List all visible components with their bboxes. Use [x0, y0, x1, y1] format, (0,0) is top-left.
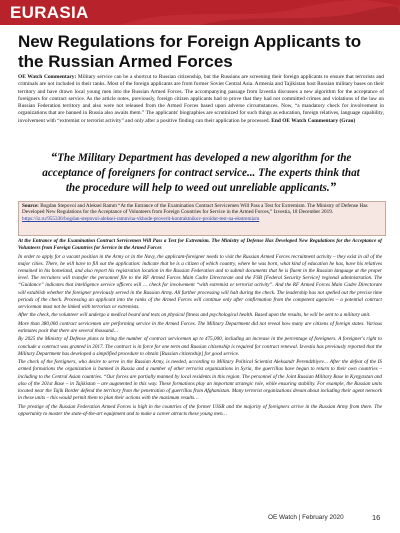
body-paragraph: After the check, the volunteer will undergo a medical board and tests on physical fitness and psychological health. Based upon the results, he will be sent to a military unit. [18, 312, 371, 319]
footer-publication: OE Watch | February 2020 [268, 514, 344, 521]
oe-watch-commentary [18, 74, 384, 125]
body-paragraph: The check of the foreigners, who desire to serve in the Russian Army, is needed, according to Military Political Scientist Aleksandr Perendzhiyev… After the defeat of the IS armed formations the organization is banned in Russia and a number of other terrorist organizations in Syria, the guerrillas have begun to return to their own countries – including to the Central Asian countries. “Our forces are partially manned by local residents in this region. The personnel of the Joint Russian Military Base in Kyrgyzstan and also of the 201st Base – in Tajikistan – are augmented in this way. These formations play an important strategic role, while ensuring stability. For example, the Russian units located near the Tajik Border defend the territory from the penetration of guerrillas from Afghanistan. Many terrorist organizations dream about including their agent network in these units – this would permit them to plan their actions with the maximum results… [18, 359, 382, 402]
source-link[interactable]: https://iz.ru/955336/bogdan-stepovoi-aleksei-ramm/na-vkhode-proverit-kontraktnikov-proidut-test-na-ekstremizm [22, 215, 260, 222]
footer-page-number: 16 [372, 513, 381, 522]
pull-quote [42, 150, 360, 196]
body-paragraph: More than 380,000 contract servicemen are performing service in the Armed Forces. The Military Department did not reveal how many are citizens of foreign states. Various estimates posit that there are several thousand… [18, 320, 382, 334]
source-box [18, 201, 386, 236]
commentary-lead: OE Watch Commentary: [18, 74, 77, 80]
quote-close-mark: ” [329, 179, 337, 195]
quote-text: The Military Department has developed a new algorithm for the acceptance of foreigners for contract service... The experts think that the procedure will help to weed out unreliable applicants. [42, 152, 360, 195]
article-body [18, 238, 382, 419]
source-citation: Bogdan Stepovoi and Aleksei Ramm “At the Entrance of the Examination Contract Servicemen Will Pass a Test for Extremism. The Ministry of Defense Has Developed New Regulations for the Acceptance of Volunteers from Foreign Countries for Service in the Armed Forces,” Izvestia, 18 December 2019. [22, 203, 368, 216]
body-paragraph: The prestige of the Russian Federation Armed Forces is high in the countries of the former USSR and the majority of foreigners arrive in the Russian Army from there. The opportunity to master the state-of-the-art equipment and to make a career attracts these young men… [18, 403, 382, 417]
body-title: At the Entrance of the Examination Contract Servicemen Will Pass a Test for Extremism. The Ministry of Defense Has Developed New Regulations for the Acceptance of Volunteers from Foreign Countries for Service in the Armed Forces [18, 238, 382, 252]
commentary-text: Military service can be a shortcut to Russian citizenship, but the Russians are screening their foreign applicants to ensure that terrorists and criminals are not included in their ranks. Most of the foreign applicants are from former Soviet Central Asia. Armenia and Tajikistan host Russian military bases on their territory and have drawn local young men into the Russian Armed Forces. The accompanying passage from Izvestia discusses a new algorithm for the acceptance of foreigners for contract service. As the article notes, previously, foreign citizen applicants had to prove that they had not committed crimes and violations of the law on Russian Federation territory and also were not released from the Armed Forces based upon adverse circumstances. Now, “a mandatory check for involvement in organizations that are banned in Russia also awaits them.” The applicants' biographies are scrutinized for such things as education, foreign relatives, language capability, involvement with “extremist or terrorist activity” and only after a positive finding can their application be processed. [18, 74, 384, 124]
body-paragraph: By 2025 the Ministry of Defense plans to bring the number of contract servicemen up to 475,000, including an increase in the percentage of foreigners. A foreigner's right to conclude a contract was granted in 2017. The contract is in force for one term and Russian citizenship is required for contract renewal. Izvestia has previously reported that the Military Department has developed a simplified procedure to obtain [Russian citizenship] for good service. [18, 336, 382, 357]
commentary-end: End OE Watch Commentary (Grau) [271, 117, 356, 124]
source-label: Source: [22, 203, 39, 209]
article-headline: New Regulations for Foreign Applicants to the Russian Armed Forces [18, 32, 362, 71]
body-paragraph: In order to apply for a vacant position in the Army or in the Navy, the applicant-foreigner needs to visit the Russian Armed Forces recruitment activity – they exist in all of the major cities. There, he will have to fill out the application: indicate that he is a citizen of which country, where he was born, what kind of education he has, have his relatives remained in his homeland, and also report his registration location in the Russian Federation and to submit documents that he is fluent in the Russian language at the proper level. The recruiters will transfer the personnel file to the RF Armed Forces Main Cadre Directorate and the FSB [Federal Security Service] regional administration. The “Guidance” indicates that intelligence service officers will … check for involvement “with extremist or terrorist activity”. And the RF Armed Forces Main Cadre Directorate will establish whether the foreigner previously served in the Russian Army. All further processing will halt during the check. The leadership has not spelled out the precise time periods of the check. Processing an applicant into the ranks of the Armed Forces will continue only after confirmation from the competent agencies – a potential contract serviceman must not be linked with terrorists or extremists. [18, 253, 382, 311]
quote-open-mark: “ [50, 149, 58, 164]
section-banner [0, 0, 400, 25]
section-label: EURASIA [10, 3, 89, 22]
